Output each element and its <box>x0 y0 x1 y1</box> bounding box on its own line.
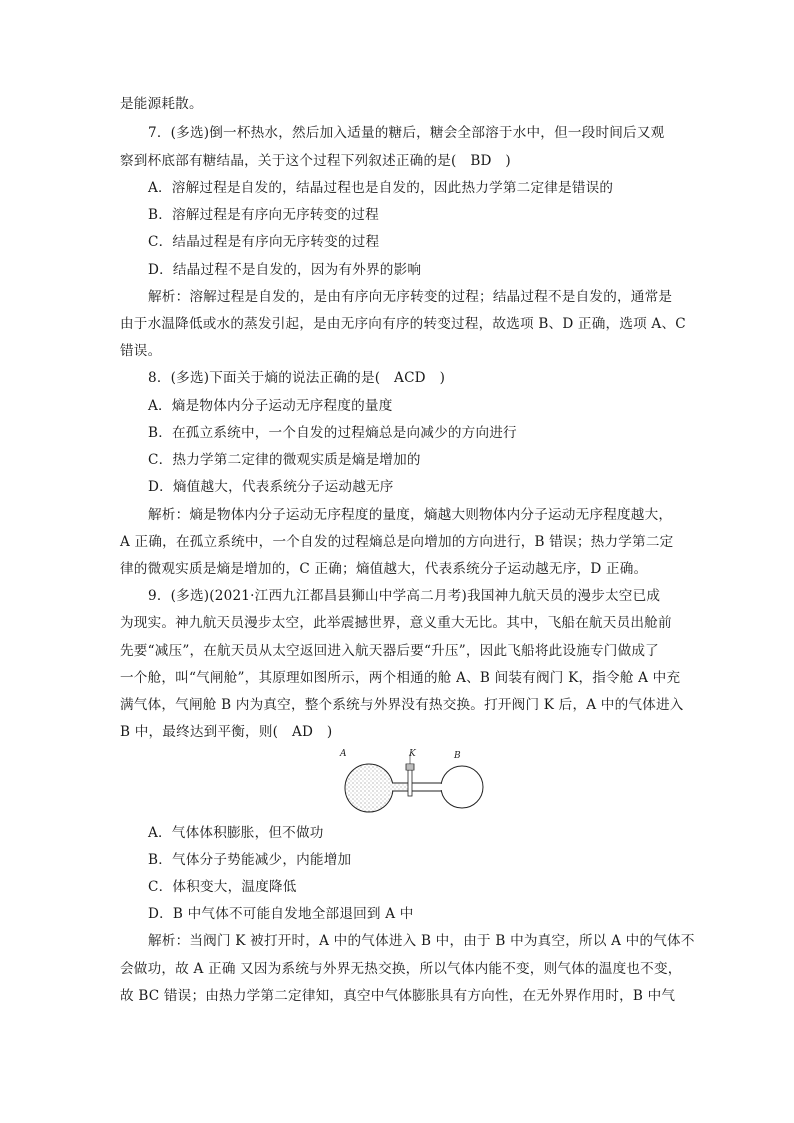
question-7-option-d: D．结晶过程不是自发的，因为有外界的影响 <box>148 262 422 278</box>
question-8-solution-cont: 律的微观实质是熵是增加的，C 正确；熵值越大，代表系统分子运动越无序，D 正确。 <box>120 561 648 577</box>
question-7-option-a: A．溶解过程是自发的，结晶过程也是自发的，因此热力学第二定律是错误的 <box>148 180 614 196</box>
question-8-option-a: A．熵是物体内分子运动无序程度的量度 <box>148 398 393 414</box>
question-7-solution-cont: 由于水温降低或水的蒸发引起，是由无序向有序的转变过程，故选项 B、D 正确，选项 A、C <box>120 316 686 332</box>
label-a: A <box>340 749 347 759</box>
chamber-a <box>345 764 393 812</box>
question-7-option-b: B．溶解过程是有序向无序转变的过程 <box>148 207 379 223</box>
valve-handle <box>406 764 414 770</box>
question-9-stem-cont: 先要“减压”，在航天员从太空返回进入航天器后要“升压”，因此飞船将此设施专门做成了 <box>120 643 659 659</box>
question-9-stem-cont: B 中，最终达到平衡，则( AD ) <box>120 724 333 740</box>
question-7-stem: 7．(多选)倒一杯热水，然后加入适量的糖后，糖会全部溶于水中，但一段时间后又观 <box>148 125 665 141</box>
label-k: K <box>409 749 416 759</box>
question-8-stem: 8．(多选)下面关于熵的说法正确的是( ACD ) <box>148 370 446 386</box>
question-9-option-b: B．气体分子势能减少，内能增加 <box>148 852 352 868</box>
question-8-option-d: D．熵值越大，代表系统分子运动越无序 <box>148 479 394 495</box>
airlock-diagram <box>336 746 486 814</box>
valve-k <box>408 770 412 796</box>
question-9-stem-cont: 满气体，气闸舱 B 内为真空，整个系统与外界没有热交换。打开阀门 K 后，A 中的气体进入 <box>120 697 684 713</box>
question-7-solution: 解析：溶解过程是自发的，是由有序向无序转变的过程；结晶过程不是自发的，通常是 <box>148 289 673 305</box>
question-8-solution: 解析：熵是物体内分子运动无序程度的量度，熵越大则物体内分子运动无序程度越大， <box>148 507 673 523</box>
question-9-solution-cont: 故 BC 错误；由热力学第二定律知，真空中气体膨胀具有方向性，在无外界作用时，B 中气 <box>120 988 676 1004</box>
question-9-option-a: A．气体体积膨胀，但不做功 <box>148 825 324 841</box>
question-9-option-c: C．体积变大，温度降低 <box>148 879 297 895</box>
question-7-option-c: C．结晶过程是有序向无序转变的过程 <box>148 234 380 250</box>
text-line: 是能源耗散。 <box>120 96 203 112</box>
label-b: B <box>454 751 461 761</box>
question-9-solution-cont: 会做功，故 A 正确 又因为系统与外界无热交换，所以气体内能不变，则气体的温度也不变， <box>120 961 682 977</box>
question-8-option-c: C．热力学第二定律的微观实质是熵是增加的 <box>148 452 421 468</box>
question-9-stem: 9．(多选)(2021·江西九江都昌县狮山中学高二月考)我国神九航天员的漫步太空已成 <box>148 588 661 604</box>
question-7-stem-cont: 察到杯底部有糖结晶，关于这个过程下列叙述正确的是( BD ) <box>120 153 511 169</box>
question-9-stem-cont: 为现实。神九航天员漫步太空，此举震撼世界，意义重大无比。其中，飞船在航天员出舱前 <box>120 615 672 631</box>
question-9-option-d: D．B 中气体不可能自发地全部退回到 A 中 <box>148 906 414 922</box>
question-8-option-b: B．在孤立系统中，一个自发的过程熵总是向减少的方向进行 <box>148 425 517 441</box>
question-7-solution-cont: 错误。 <box>120 343 162 359</box>
question-8-solution-cont: A 正确，在孤立系统中，一个自发的过程熵总是向增加的方向进行，B 错误；热力学第二定 <box>120 534 674 550</box>
question-9-solution: 解析：当阀门 K 被打开时，A 中的气体进入 B 中，由于 B 中为真空，所以 A 中的气体不 <box>148 933 695 949</box>
question-9-stem-cont: 一个舱，叫“气闸舱”，其原理如图所示，两个相通的舱 A、B 间装有阀门 K，指令舱 A 中充 <box>120 670 681 686</box>
